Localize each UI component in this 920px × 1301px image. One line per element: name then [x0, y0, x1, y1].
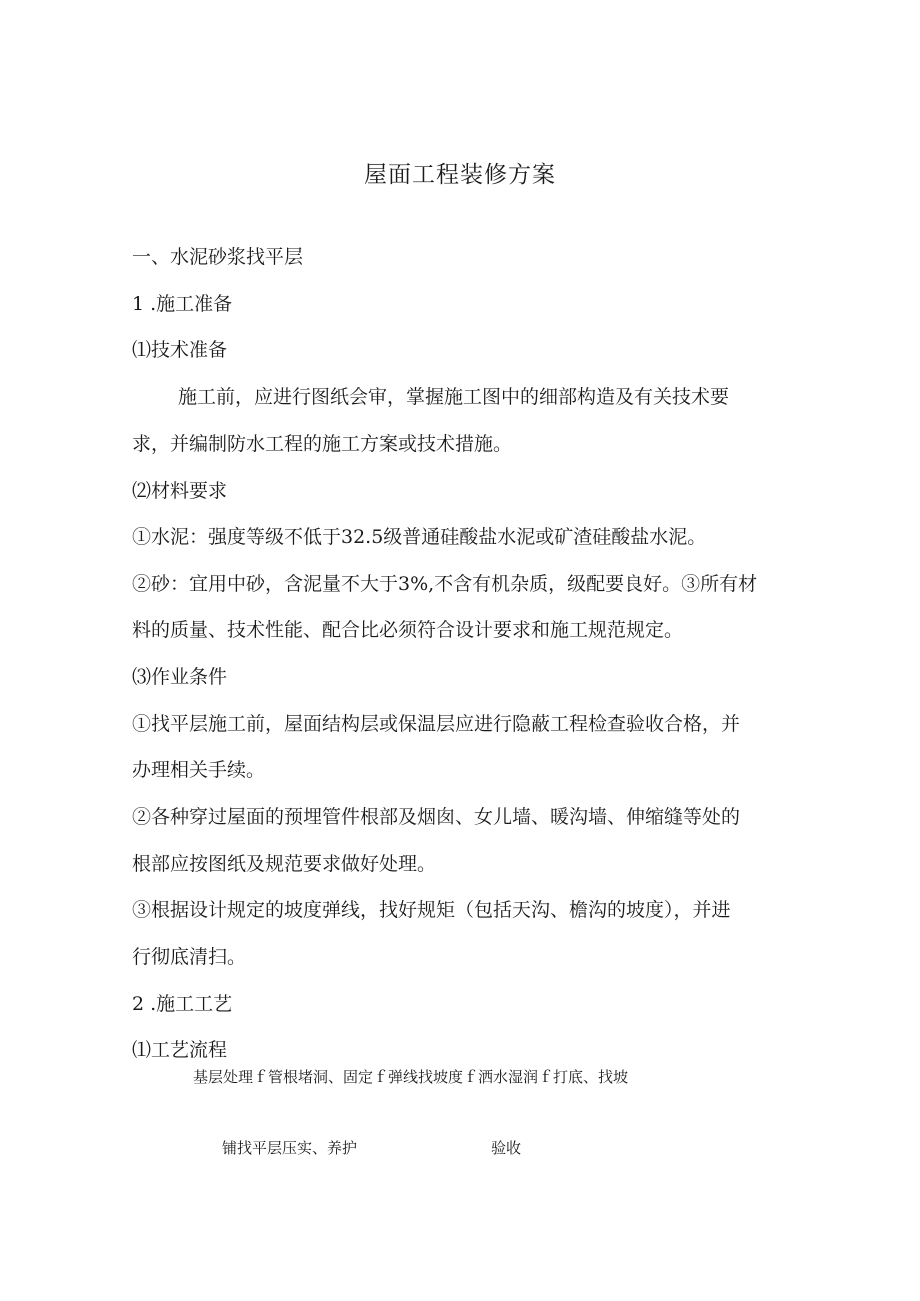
paragraph-line: ①水泥：强度等级不低于32.5级普通硅酸盐水泥或矿渣硅酸盐水泥。: [132, 526, 707, 548]
flow-row-1: 基层处理ｆ管根堵洞、固定ｆ弹线找坡度ｆ洒水湿润ｆ打底、找坡: [193, 1068, 629, 1086]
paragraph-line: 根部应按图纸及规范要求做好处理。: [132, 853, 437, 875]
paragraph-line: 施工前，应进行图纸会审，掌握施工图中的细部构造及有关技术要: [178, 386, 730, 408]
paragraph-line: 料的质量、技术性能、配合比必须符合设计要求和施工规范规定。: [132, 619, 684, 641]
paragraph-line: ③根据设计规定的坡度弹线，找好规矩（包括天沟、檐沟的坡度），并进: [132, 899, 731, 921]
paragraph-line: 办理相关手续。: [132, 759, 266, 781]
flow-step: 铺找平层压实、养护: [222, 1139, 358, 1157]
paragraph-line: 求，并编制防水工程的施工方案或技术措施。: [132, 433, 513, 455]
document-title: 屋面工程装修方案: [364, 162, 556, 188]
item-heading: ⑶作业条件: [132, 666, 228, 688]
subsection-heading: 2 .施工工艺: [132, 993, 233, 1015]
paragraph-line: 行彻底清扫。: [132, 946, 247, 968]
item-heading: ⑴技术准备: [132, 339, 228, 361]
section-heading: 一、水泥砂浆找平层: [132, 246, 304, 268]
paragraph-line: ②砂：宜用中砂，含泥量不大于3%,不含有机杂质，级配要良好。③所有材: [132, 573, 758, 595]
item-heading: ⑵材料要求: [132, 480, 228, 502]
subsection-heading: 1 .施工准备: [132, 293, 233, 315]
flow-step: 验收: [491, 1139, 522, 1157]
paragraph-line: ①找平层施工前，屋面结构层或保温层应进行隐蔽工程检查验收合格，并: [132, 713, 741, 735]
item-heading: ⑴工艺流程: [132, 1039, 228, 1061]
paragraph-line: ②各种穿过屋面的预埋管件根部及烟囱、女儿墙、暖沟墙、伸缩缝等处的: [132, 806, 741, 828]
